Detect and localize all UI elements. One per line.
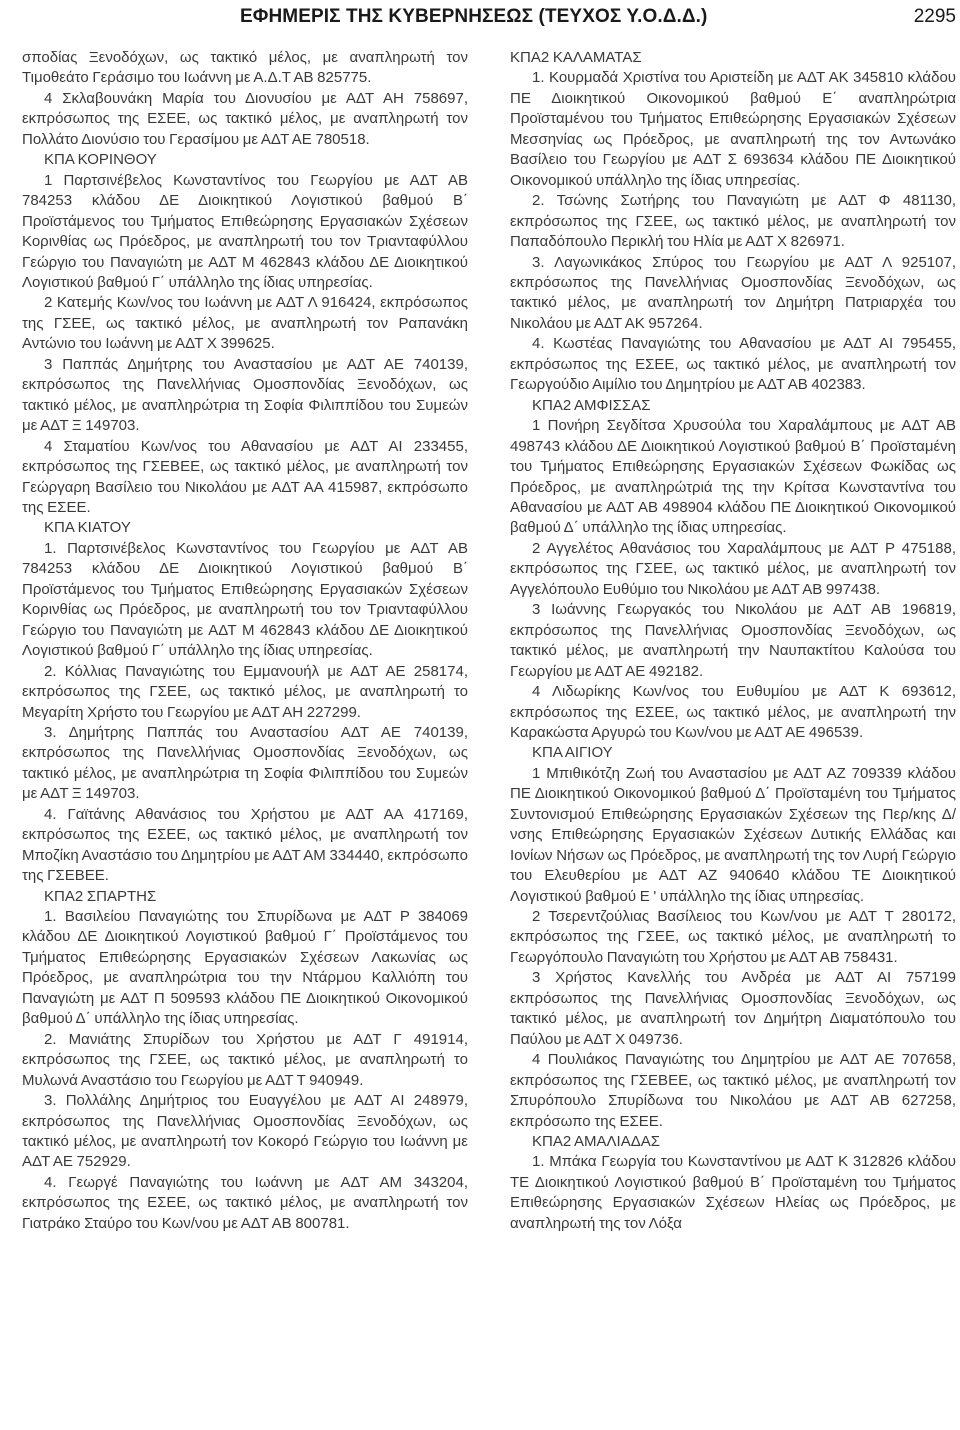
paragraph: 3. Δημήτρης Παππάς του Αναστασίου ΑΔΤ ΑΕ 740139, εκπρόσωπος της Πανελλήνιας Ομοσπονδίας Ξενοδόχων, ως τακτικό μέλος, με αναπληρώτρια τη Σοφία Φιλιππίδου του Συμεών με ΑΔΤ Ξ 149703. — [22, 723, 468, 803]
paragraph: 4 Πουλιάκος Παναγιώτης του Δημητρίου με ΑΔΤ ΑΕ 707658, εκπρόσωπος της ΓΣΕΒΕΕ, ως τακτικό μέλος, με αναπληρωτή τον Σπυρόπουλο Σπυρίδωνα του Νικολάου με ΑΔΤ ΑΒ 627258, εκπρόσωπο της ΕΣΕΕ. — [510, 1051, 956, 1130]
paragraph: 4 Λιδωρίκης Κων/νος του Ευθυμίου με ΑΔΤ Κ 693612, εκπρόσωπος της ΕΣΕΕ, ως τακτικό μέλος, με αναπληρωτή την Καρακώστα Αργυρώ του Κων/νου με ΑΔΤ ΑΕ 496539. — [510, 683, 956, 741]
section-heading: ΚΠΑ2 ΚΑΛΑΜΑΤΑΣ — [510, 49, 642, 66]
section-heading: ΚΠΑ ΚΙΑΤΟΥ — [44, 519, 131, 537]
paragraph: 1. Βασιλείου Παναγιώτης του Σπυρίδωνα με ΑΔΤ Ρ 384069 κλάδου ΔΕ Διοικητικού Λογιστικού βαθμού Γ΄ Προϊστάμενος του Τμήματος Επιθεώρησης Εργασιακών Σχέσεων Λακωνίας ως Πρόεδρος, με αναπληρώτρια του την Ντάρμου Καλλιόπη του Παναγιώτη με ΑΔΤ Π 509593 κλάδου ΠΕ Διοικητικού Οικονομικού βαθμού Δ΄ υπάλληλο της ίδιας υπηρεσίας. — [22, 908, 468, 1028]
section-heading: ΚΠΑ2 ΑΜΦΙΣΣΑΣ — [532, 396, 651, 414]
paragraph: 1. Παρτσινέβελος Κωνσταντίνος του Γεωργίου με ΑΔΤ ΑΒ 784253 κλάδου ΔΕ Διοικητικού Λογιστικού βαθμού Β΄ Προϊστάμενος του Τμήματος Επιθεώρησης Εργασιακών Σχέσεων Κορινθίας ως Πρόεδρος, με αναπληρωτή του τον Τριανταφύλλου Γεώργιο του Παναγιώτη με ΑΔΤ Μ 462843 κλάδου ΔΕ Διοικητικού Λογιστικού βαθμού Γ΄ υπάλληλο της ίδιας υπηρεσίας. — [22, 539, 468, 660]
paragraph: 4. Γαϊτάνης Αθανάσιος του Χρήστου με ΑΔΤ ΑΑ 417169, εκπρόσωπος της ΕΣΕΕ, ως τακτικό μέλος, με αναπληρωτή τον Μποζίκη Αναστάσιο του Δημητρίου με ΑΔΤ ΑΜ 334440, εκπρόσωπο της ΓΣΕΒΕΕ. — [22, 805, 468, 885]
gazette-title: ΕΦΗΜΕΡΙΣ ΤΗΣ ΚΥΒΕΡΝΗΣΕΩΣ (ΤΕΥΧΟΣ Υ.Ο.Δ.Δ.) — [240, 6, 708, 27]
left-column — [22, 48, 468, 1234]
paragraph: 3 Ιωάννης Γεωργακός του Νικολάου με ΑΔΤ ΑΒ 196819, εκπρόσωπος της Πανελλήνιας Ομοσπονδίας Ξενοδόχων, ως τακτικό μέλος, με αναπληρωτή την Ναυπακτίτου Καλούσα του Γεωργίου με ΑΔΤ ΑΕ 492182. — [510, 601, 956, 680]
running-header — [0, 6, 960, 32]
paragraph: 2. Μανιάτης Σπυρίδων του Χρήστου με ΑΔΤ Γ 491914, εκπρόσωπος της ΓΣΕΕ, ως τακτικό μέλος, με αναπληρωτή το Μυλωνά Αναστάσιο του Γεωργίου με ΑΔΤ Τ 940949. — [22, 1030, 468, 1089]
section-heading: ΚΠΑ2 ΑΜΑΛΙΑΔΑΣ — [532, 1133, 661, 1151]
section-heading: ΚΠΑ ΚΟΡΙΝΘΟΥ — [44, 151, 157, 169]
paragraph: 4. Γεωργέ Παναγιώτης του Ιωάννη με ΑΔΤ ΑΜ 343204, εκπρόσωπος της ΕΣΕΕ, ως τακτικό μέλος, με αναπληρωτή τον Γιατράκο Σταύρο του Κων/νου με ΑΔΤ ΑΒ 800781. — [22, 1173, 468, 1232]
page-number: 2295 — [913, 6, 956, 27]
paragraph: 3. Πολλάλης Δημήτριος του Ευαγγέλου με ΑΔΤ ΑΙ 248979, εκπρόσωπος της Πανελλήνιας Ομοσπονδίας Ξενοδόχων, ως τακτικό μέλος, με αναπληρωτή τον Κοκορό Γεώργιο του Ιωάννη με ΑΔΤ ΑΕ 752929. — [22, 1092, 468, 1171]
paragraph: 3 Παππάς Δημήτρης του Αναστασίου με ΑΔΤ ΑΕ 740139, εκπρόσωπος της Πανελλήνιας Ομοσπονδίας Ξενοδόχων, ως τακτικό μέλος, με αναπληρώτρια τη Σοφία Φιλιππίδου του Συμεών με ΑΔΤ Ξ 149703. — [22, 355, 468, 435]
paragraph: 1 Μπιθικότζη Ζωή του Αναστασίου με ΑΔΤ ΑΖ 709339 κλάδου ΠΕ Διοικητικού Οικονομικού βαθμού Δ΄ Προϊσταμένη του Τμήματος Συντονισμού Επιθεώρησης Εργασιακών Σχέσεων της Περ/κης Δ/νσης Επιθεώρησης Εργασιακών Σχέσεων Δυτικής Ελλάδας και Ιονίων Νήσων ως Πρόεδρος, με αναπληρωτή της τον Λυρή Γεώργιο του Ελευθερίου με ΑΔΤ ΑΖ 940640 κλάδου ΤΕ Διοικητικού Λογιστικού βαθμού Ε ' υπάλληλο της ίδιας υπηρεσίας. — [510, 764, 956, 905]
paragraph: σποδίας Ξενοδόχων, ως τακτικό μέλος, με αναπληρωτή τον Τιμοθεάτο Γεράσιμο του Ιωάννη με Α.Δ.Τ ΑΒ 825775. — [22, 49, 468, 87]
section-heading: ΚΠΑ ΑΙΓΙΟΥ — [532, 744, 613, 762]
section-heading: ΚΠΑ2 ΣΠΑΡΤΗΣ — [44, 887, 157, 905]
paragraph: 3 Χρήστος Κανελλής του Ανδρέα με ΑΔΤ ΑΙ 757199 εκπρόσωπος της Πανελλήνιας Ομοσπονδίας Ξενοδόχων, ως τακτικό μέλος, με αναπληρωτή τον Δημήτρη Διαματόπουλο του Παύλου με ΑΔΤ Χ 049736. — [510, 969, 956, 1048]
paragraph: 1. Κουρμαδά Χριστίνα του Αριστείδη με ΑΔΤ ΑΚ 345810 κλάδου ΠΕ Διοικητικού Οικονομικού βαθμού Ε΄ αναπληρώτρια Προϊσταμένου του Τμήματος Επιθεώρησης Εργασιακών Σχέσεων Μεσσηνίας ως Πρόεδρος, με αναπληρωτή της τον Αντωνάκο Βασίλειο του Γεωργίου με ΑΔΤ Σ 693634 κλάδου ΠΕ Διοικητικού Οικονομικού υπάλληλο της ίδιας υπηρεσίας. — [510, 69, 956, 189]
paragraph: 1 Πονήρη Σεγδίτσα Χρυσούλα του Χαραλάμπους με ΑΔΤ ΑΒ 498743 κλάδου ΔΕ Διοικητικού Λογιστικού βαθμού Β΄ Προϊσταμένη του Τμήματος Επιθεώρησης Εργασιακών Σχέσεων Φωκίδας ως Πρόεδρος, με αναπληρώτριά της την Κρίτσα Κωνσταντίνα του Αθανασίου με ΑΔΤ ΑΒ 498904 κλάδου ΠΕ Διοικητικού Οικονομικού βαθμού Δ΄ υπάλληλο της ίδιας υπηρεσίας. — [510, 417, 956, 537]
right-column — [510, 48, 956, 1234]
paragraph: 2 Αγγελέτος Αθανάσιος του Χαραλάμπους με ΑΔΤ Ρ 475188, εκπρόσωπος της ΓΣΕΕ, ως τακτικό μέλος, με αναπληρωτή τον Αγγελόπουλο Ευθύμιο του Νικολάου με ΑΔΤ ΑΒ 997438. — [510, 539, 956, 598]
paragraph: 2 Κατεμής Κων/νος του Ιωάννη με ΑΔΤ Λ 916424, εκπρόσωπος της ΓΣΕΕ, ως τακτικό μέλος, με αναπληρωτή τον Ραπανάκη Αντώνιο του Ιωάννη με ΑΔΤ Χ 399625. — [22, 294, 468, 353]
paragraph: 4 Σκλαβουνάκη Μαρία του Διονυσίου με ΑΔΤ ΑΗ 758697, εκπρόσωπος της ΕΣΕΕ, ως τακτικό μέλος, με αναπληρωτή τον Πολλάτο Διονύσιο του Γερασίμου με ΑΔΤ ΑΕ 780518. — [22, 89, 468, 148]
paragraph: 2. Κόλλιας Παναγιώτης του Εμμανουήλ με ΑΔΤ ΑΕ 258174, εκπρόσωπος της ΓΣΕΕ, ως τακτικό μέλος, με αναπληρωτή το Μεγαρίτη Χρήστο του Γεωργίου με ΑΔΤ ΑΗ 227299. — [22, 662, 468, 721]
paragraph: 4 Σταματίου Κων/νος του Αθανασίου με ΑΔΤ ΑΙ 233455, εκπρόσωπος της ΓΣΕΒΕΕ, ως τακτικό μέλος, με αναπληρωτή τον Γεώργαρη Βασίλειο του Νικολάου με ΑΔΤ ΑΑ 415987, εκπρόσωπο της ΕΣΕΕ. — [22, 437, 468, 516]
paragraph: 2 Τσερεντζούλιας Βασίλειος του Κων/νου με ΑΔΤ Τ 280172, εκπρόσωπος της ΓΣΕΕ, ως τακτικό μέλος, με αναπληρωτή το Γεωργόπουλο Παναγιώτη του Χρήστου με ΑΔΤ ΑΒ 758431. — [510, 908, 956, 966]
paragraph: 4. Κωστέας Παναγιώτης του Αθανασίου με ΑΔΤ ΑΙ 795455, εκπρόσωπος της ΕΣΕΕ, ως τακτικό μέλος, με αναπληρωτή τον Γεωργούδιο Αιμίλιο του Δημητρίου με ΑΔΤ ΑΒ 402383. — [510, 335, 956, 394]
paragraph: 3. Λαγωνικάκος Σπύρος του Γεωργίου με ΑΔΤ Λ 925107, εκπρόσωπος της Πανελλήνιας Ομοσπονδίας Ξενοδόχων, ως τακτικό μέλος, με αναπληρωτή τον Δημήτρη Πατριαρχέα του Νικολάου με ΑΔΤ ΑΚ 957264. — [510, 253, 956, 332]
paragraph: 1 Παρτσινέβελος Κωνσταντίνος του Γεωργίου με ΑΔΤ ΑΒ 784253 κλάδου ΔΕ Διοικητικού Λογιστικού βαθμού Β΄ Προϊστάμενος του Τμήματος Επιθεώρησης Εργασιακών Σχέσεων Κορινθίας ως Πρόεδρος, με αναπληρωτή του τον Τριανταφύλλου Γεώργιο του Παναγιώτη με ΑΔΤ Μ 462843 κλάδου ΔΕ Διοικητικού Λογιστικού βαθμού Γ΄ υπάλληλο της ίδιας υπηρεσίας. — [22, 171, 468, 291]
paragraph: 2. Τσώνης Σωτήρης του Παναγιώτη με ΑΔΤ Φ 481130, εκπρόσωπος της ΓΣΕΕ, ως τακτικό μέλος, με αναπληρωτή τον Παπαδόπουλο Περικλή του Ηλία με ΑΔΤ Χ 826971. — [510, 192, 956, 251]
paragraph: 1. Μπάκα Γεωργία του Κωνσταντίνου με ΑΔΤ Κ 312826 κλάδου ΤΕ Διοικητικού Λογιστικού βαθμού Β΄ Προϊσταμένη του Τμήματος Επιθεώρησης Εργασιακών Σχέσεων Ηλείας ως Πρόεδρος, με αναπληρωτή της τον Λόξα — [510, 1153, 956, 1232]
